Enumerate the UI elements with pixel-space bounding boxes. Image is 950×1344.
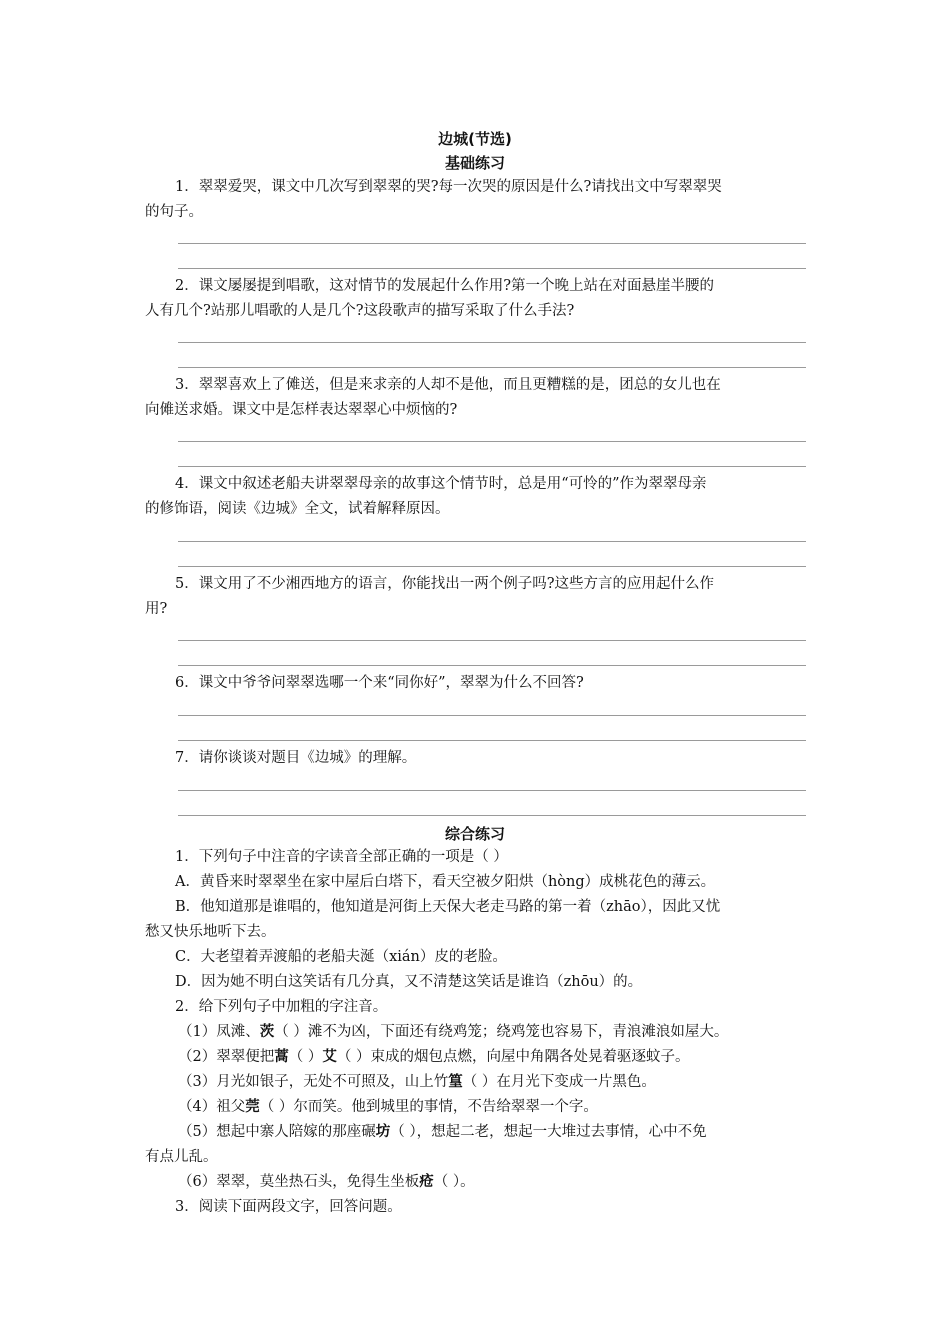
answer-line[interactable]: [178, 790, 806, 791]
answer-line[interactable]: [178, 566, 806, 567]
option-d: D．因为她不明白这笑话有几分真，又不清楚这笑话是谁诌（zhōu）的。: [175, 974, 643, 990]
item-1: （1）凤滩、茨（ ）滩不为凶，下面还有绕鸡笼；绕鸡笼也容易下，青浪滩浪如屋大。: [178, 1024, 729, 1040]
question-6: 6．课文中爷爷问翠翠选哪一个来“同你好”，翠翠为什么不回答?: [175, 675, 584, 691]
question-5-line-2: 用?: [145, 601, 168, 617]
item-4: （4）祖父莞（ ）尔而笑。他到城里的事情，不告给翠翠一个字。: [178, 1099, 598, 1115]
answer-line[interactable]: [178, 715, 806, 716]
item-5-line-1: （5）想起中寨人陪嫁的那座碾坊（ ），想起二老，想起一大堆过去事情，心中不免: [178, 1124, 707, 1140]
answer-line[interactable]: [178, 665, 806, 666]
bold-char: 疮: [419, 1174, 434, 1190]
comp-question-1: 1．下列句子中注音的字读音全部正确的一项是（ ）: [175, 849, 508, 865]
option-b-line-1: B．他知道那是谁唱的，他知道是河街上天保大老走马路的第一着（zhāo），因此又忧: [175, 899, 721, 915]
answer-line[interactable]: [178, 367, 806, 368]
answer-line[interactable]: [178, 541, 806, 542]
question-1-line-2: 的句子。: [145, 204, 203, 220]
item-6: （6）翠翠，莫坐热石头，免得生坐板疮（ ）。: [178, 1174, 475, 1190]
question-1-line-1: 1．翠翠爱哭，课文中几次写到翠翠的哭?每一次哭的原因是什么?请找出文中写翠翠哭: [175, 179, 722, 195]
document-title: 边城(节选): [438, 130, 512, 148]
comp-question-2: 2．给下列句子中加粗的字注音。: [175, 999, 388, 1015]
answer-line[interactable]: [178, 640, 806, 641]
answer-line[interactable]: [178, 740, 806, 741]
bold-char: 艾: [322, 1049, 337, 1065]
answer-line[interactable]: [178, 268, 806, 269]
answer-line[interactable]: [178, 466, 806, 467]
option-b-line-2: 愁又快乐地听下去。: [145, 924, 276, 940]
item-5-line-2: 有点儿乱。: [145, 1149, 218, 1165]
bold-char: 莞: [245, 1099, 260, 1115]
section-heading-basic: 基础练习: [444, 154, 505, 172]
bold-char: 蒿: [274, 1049, 289, 1065]
question-3-line-1: 3．翠翠喜欢上了傩送，但是来求亲的人却不是他，而且更糟糕的是，团总的女儿也在: [175, 377, 721, 393]
question-5-line-1: 5．课文用了不少湘西地方的语言，你能找出一两个例子吗?这些方言的应用起什么作: [175, 576, 714, 592]
question-7: 7．请你谈谈对题目《边城》的理解。: [175, 750, 417, 766]
question-2-line-2: 人有几个?站那儿唱歌的人是几个?这段歌声的描写采取了什么手法?: [145, 303, 575, 319]
question-2-line-1: 2．课文屡屡提到唱歌，这对情节的发展起什么作用?第一个晚上站在对面悬崖半腰的: [175, 278, 714, 294]
question-3-line-2: 向傩送求婚。课文中是怎样表达翠翠心中烦恼的?: [145, 402, 458, 418]
option-c: C．大老望着弄渡船的老船夫涎（xián）皮的老脸。: [175, 949, 507, 965]
comp-question-3: 3．阅读下面两段文字，回答问题。: [175, 1199, 402, 1215]
bold-char: 坊: [375, 1124, 391, 1140]
bold-char: 篁: [448, 1074, 463, 1090]
answer-line[interactable]: [178, 243, 806, 244]
question-4-line-1: 4．课文中叙述老船夫讲翠翠母亲的故事这个情节时，总是用“可怜的”作为翠翠母亲: [175, 476, 707, 492]
answer-line[interactable]: [178, 815, 806, 816]
answer-line[interactable]: [178, 342, 806, 343]
item-2: （2）翠翠便把蒿（ ）艾（ ）束成的烟包点燃，向屋中角隅各处晃着驱逐蚊子。: [178, 1049, 690, 1065]
bold-char: 茨: [259, 1024, 275, 1040]
section-heading-comprehensive: 综合练习: [444, 825, 505, 843]
item-3: （3）月光如银子，无处不可照及，山上竹篁（ ）在月光下变成一片黑色。: [178, 1074, 656, 1090]
question-4-line-2: 的修饰语，阅读《边城》全文，试着解释原因。: [145, 501, 450, 517]
option-a: A．黄昏来时翠翠坐在家中屋后白塔下，看天空被夕阳烘（hòng）成桃花色的薄云。: [175, 874, 716, 890]
answer-line[interactable]: [178, 441, 806, 442]
